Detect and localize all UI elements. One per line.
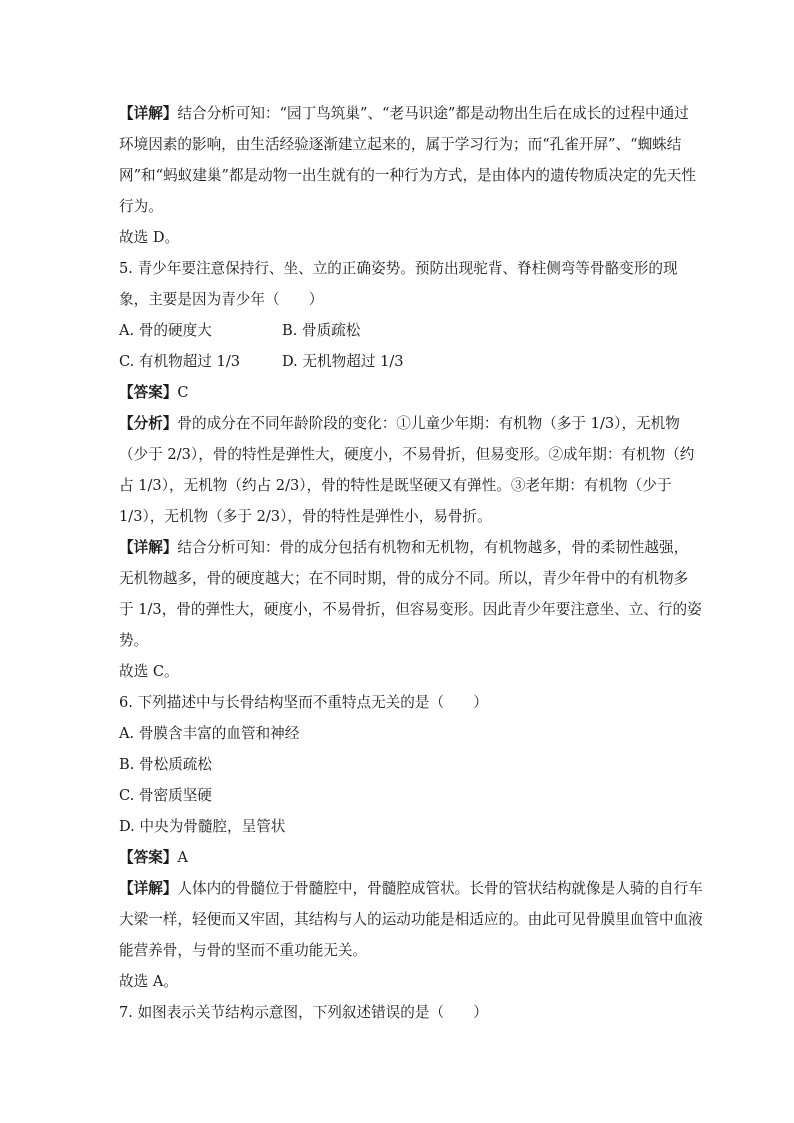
question-5-options-row (119, 346, 689, 377)
detail-label: 【详解】 (119, 105, 178, 122)
question-5-stem: 象，主要是因为青少年（ ） (119, 291, 324, 308)
answer-label: 【答案】 (119, 849, 178, 866)
detail-line: 无机物越多，骨的硬度越大；在不同时期，骨的成分不同。所以，青少年骨中的有机物多 (119, 570, 689, 587)
question-6-stem: 6. 下列描述中与长骨结构坚而不重特点无关的是（ ） (119, 694, 488, 711)
analysis-line: 占 1/3），无机物（约占 2/3），骨的特性是既坚硬又有弹性。③老年期：有机物（少于 (119, 477, 672, 494)
analysis-line: （少于 2/3），骨的特性是弹性大，硬度小，不易骨折，但易变形。②成年期：有机物（约 (119, 446, 695, 463)
question-5-options-row (119, 315, 689, 346)
option-c: C. 骨密质坚硬 (119, 787, 212, 804)
option-a: A. 骨的硬度大 (119, 322, 212, 339)
detail-line: 于 1/3，骨的弹性大，硬度小，不易骨折，但容易变形。因此青少年要注意坐、立、行的姿 (119, 601, 702, 618)
option-b: B. 骨质疏松 (282, 322, 361, 339)
answer-line (119, 377, 689, 408)
detail-paragraph-line (119, 98, 689, 129)
detail-line: 能营养骨，与骨的坚而不重功能无关。 (119, 942, 368, 959)
detail-line (119, 873, 703, 904)
detail-paragraph-line: 行为。 (119, 198, 163, 215)
answer-value: C (177, 384, 189, 401)
choose-line: 故选 C。 (119, 663, 179, 680)
option-a: A. 骨膜含丰富的血管和神经 (119, 725, 300, 742)
choose-line: 故选 A。 (119, 973, 178, 990)
option-d: D. 中央为骨髓腔，呈管状 (119, 818, 286, 835)
detail-text: 人体内的骨髓位于骨髓腔中，骨髓腔成管状。长骨的管状结构就像是人骑的自行车 (177, 880, 703, 897)
analysis-text: 骨的成分在不同年龄阶段的变化：①儿童少年期：有机物（多于 1/3），无机物 (177, 415, 680, 432)
analysis-line (119, 408, 689, 439)
answer-value: A (177, 849, 188, 866)
analysis-label: 【分析】 (119, 415, 178, 432)
detail-line: 大梁一样，轻便而又牢固，其结构与人的运动功能是相适应的。由此可见骨膜里血管中血液 (119, 911, 703, 928)
option-b: B. 骨松质疏松 (119, 756, 212, 773)
page-content (119, 98, 703, 1028)
detail-text: 结合分析可知：“园丁鸟筑巢”、“老马识途”都是动物出生后在成长的过程中通过 (177, 105, 689, 122)
detail-label: 【详解】 (119, 539, 178, 556)
option-c: C. 有机物超过 1/3 (119, 353, 241, 370)
detail-paragraph-line: 环境因素的影响，由生活经验逐渐建立起来的，属于学习行为；而“孔雀开屏”、“蜘蛛结 (119, 136, 682, 153)
detail-line (119, 532, 689, 563)
answer-label: 【答案】 (119, 384, 178, 401)
option-d: D. 无机物超过 1/3 (282, 353, 404, 370)
answer-line (119, 842, 689, 873)
detail-label: 【详解】 (119, 880, 178, 897)
question-7-stem: 7. 如图表示关节结构示意图，下列叙述错误的是（ ） (119, 1004, 488, 1021)
choose-line: 故选 D。 (119, 229, 180, 246)
detail-paragraph-line: 网”和“蚂蚁建巢”都是动物一出生就有的一种行为方式，是由体内的遗传物质决定的先天性 (119, 167, 696, 184)
detail-line: 势。 (119, 632, 149, 649)
analysis-line: 1/3），无机物（多于 2/3），骨的特性是弹性小，易骨折。 (119, 508, 492, 525)
detail-text: 结合分析可知：骨的成分包括有机物和无机物，有机物越多，骨的柔韧性越强， (177, 539, 689, 556)
question-5-stem: 5. 青少年要注意保持行、坐、立的正确姿势。预防出现驼背、脊柱侧弯等骨骼变形的现 (119, 260, 678, 277)
